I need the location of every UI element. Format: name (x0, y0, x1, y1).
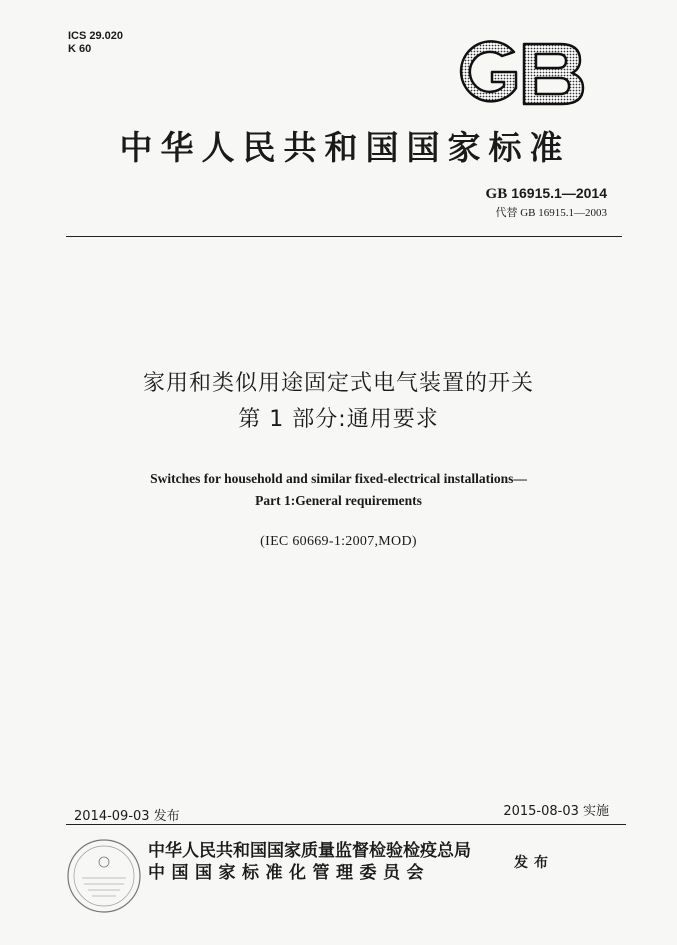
english-title (0, 468, 677, 512)
gb-logo-icon (452, 38, 586, 108)
issuer-aqsiq: 中华人民共和国国家质量监督检验检疫总局 (148, 841, 471, 861)
circular-seal-stamp-icon (64, 836, 144, 916)
ics-code: ICS 29.020 (68, 30, 124, 42)
issuing-authorities (148, 840, 471, 884)
issuer-sac: 中国国家标准化管理委员会 (148, 863, 430, 883)
chinese-title-line1: 家用和类似用途固定式电气装置的开关 (142, 371, 534, 396)
issue-date: 2014-09-03 发布 (74, 809, 180, 824)
english-title-line2: Part 1:General requirements (255, 493, 422, 508)
iec-reference: (IEC 60669-1:2007,MOD) (260, 534, 417, 549)
standard-code: 16915.1—2014 (511, 185, 607, 201)
ccs-code: K 60 (68, 43, 92, 55)
publish-label: 发布 (514, 855, 554, 871)
footer-divider (66, 824, 626, 825)
implementation-date: 2015-08-03 实施 (503, 804, 609, 819)
classification-codes (68, 30, 123, 56)
replaces-note: 代替 GB 16915.1—2003 (495, 207, 607, 219)
standard-number (486, 185, 607, 203)
header-divider (66, 236, 622, 237)
english-title-line1: Switches for household and similar fixed-electrical installations— (150, 471, 527, 486)
chinese-title (0, 366, 677, 438)
standard-prefix: GB (485, 186, 508, 202)
organization-title: 中华人民共和国国家标准 (119, 128, 571, 167)
standard-number-block (486, 185, 607, 220)
chinese-title-line2: 第 1 部分:通用要求 (238, 407, 439, 432)
